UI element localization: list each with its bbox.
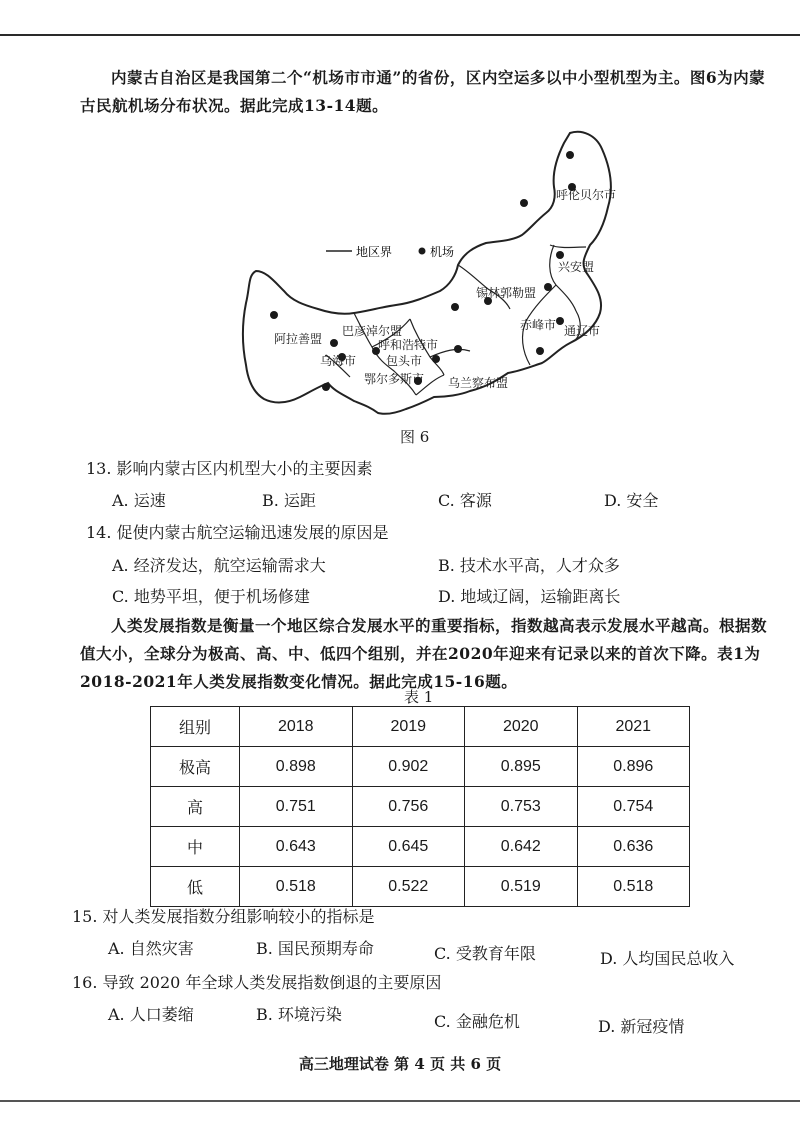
page-top-rule — [0, 34, 800, 36]
label-hohhot: 呼和浩特市 — [378, 338, 439, 352]
legend-airport-dot — [419, 248, 426, 255]
q15-option-d: D. 人均国民总收入 — [600, 949, 735, 968]
table-cell: 0.751 — [240, 787, 353, 827]
label-hulunbuir: 呼伦贝尔市 — [556, 188, 617, 202]
table-cell: 0.896 — [577, 747, 690, 787]
airport-dot — [454, 345, 462, 353]
table-row — [151, 827, 690, 867]
airport-dot — [566, 151, 574, 159]
table-header-cell: 2019 — [352, 707, 465, 747]
label-bayannur: 巴彦淖尔盟 — [342, 324, 403, 338]
intro-13-14: 内蒙古自治区是我国第二个“机场市市通”的省份，区内空运多以中小型机型为主。图6为内蒙古民航机场分布状况。据此完成13-14题。 — [80, 68, 766, 115]
label-alxa: 阿拉善盟 — [274, 332, 323, 346]
airport-dot — [556, 317, 564, 325]
q14-option-d: D. 地域辽阔，运输距离长 — [438, 587, 621, 606]
q15-option-c: C. 受教育年限 — [434, 944, 536, 963]
table-cell: 0.518 — [577, 867, 690, 907]
airport-dot — [270, 311, 278, 319]
table-cell: 0.902 — [352, 747, 465, 787]
table-header-cell: 2018 — [240, 707, 353, 747]
province-outline — [243, 132, 611, 414]
q14-stem: 14. 促使内蒙古航空运输迅速发展的原因是 — [86, 523, 389, 542]
intro-15-16: 人类发展指数是衡量一个地区综合发展水平的重要指标，指数越高表示发展水平越高。根据数值大小，全球分为极高、高、中、低四个组别，并在2020年迎来有记录以来的首次下降。表1为2018-2021年人类发展指数变化情况。据此完成15-16题。 — [80, 616, 768, 691]
table-cell: 0.753 — [465, 787, 578, 827]
table-cell: 0.756 — [352, 787, 465, 827]
label-tongliao: 通辽市 — [564, 324, 601, 338]
label-chifeng: 赤峰市 — [520, 318, 557, 332]
table-cell: 极高 — [151, 747, 240, 787]
page-footer: 高三地理试卷 第 4 页 共 6 页 — [298, 1055, 502, 1073]
q14-option-c: C. 地势平坦，便于机场修建 — [112, 587, 310, 606]
label-wuhai: 乌海市 — [320, 354, 357, 368]
q14-option-a: A. 经济发达，航空运输需求大 — [112, 556, 326, 575]
table-cell: 0.522 — [352, 867, 465, 907]
q16-stem: 16. 导致 2020 年全球人类发展指数倒退的主要原因 — [72, 973, 442, 992]
q13-option-d: D. 安全 — [604, 491, 659, 510]
airport-dot — [451, 303, 459, 311]
q14-option-b: B. 技术水平高，人才众多 — [438, 556, 620, 575]
table-cell: 0.898 — [240, 747, 353, 787]
airport-dot — [432, 355, 440, 363]
table-caption: 表 1 — [404, 688, 434, 706]
airport-dot — [556, 251, 564, 259]
q13-option-c: C. 客源 — [438, 491, 492, 510]
table-cell: 0.643 — [240, 827, 353, 867]
table-cell: 0.645 — [352, 827, 465, 867]
table-cell: 高 — [151, 787, 240, 827]
q13-stem: 13. 影响内蒙古区内机型大小的主要因素 — [86, 459, 373, 478]
legend-boundary-label: 地区界 — [356, 245, 393, 259]
table-cell: 0.518 — [240, 867, 353, 907]
legend-airport-label: 机场 — [430, 245, 455, 259]
table-row — [151, 867, 690, 907]
table-cell: 低 — [151, 867, 240, 907]
inner-mongolia-airport-map — [230, 125, 630, 420]
table-row — [151, 747, 690, 787]
table-cell: 中 — [151, 827, 240, 867]
airport-dot — [330, 339, 338, 347]
table-cell: 0.754 — [577, 787, 690, 827]
label-baotou: 包头市 — [386, 354, 423, 368]
table-header-cell: 2021 — [577, 707, 690, 747]
label-ulanqab: 乌兰察布盟 — [448, 376, 509, 390]
q15-option-a: A. 自然灾害 — [108, 939, 194, 958]
q13-option-b: B. 运距 — [262, 491, 316, 510]
label-xilingol: 锡林郭勒盟 — [476, 286, 537, 300]
airport-dot — [322, 383, 330, 391]
table-header-cell: 组别 — [151, 707, 240, 747]
figure-caption: 图 6 — [400, 428, 430, 446]
q13-option-a: A. 运速 — [112, 491, 166, 510]
page-bottom-rule — [0, 1100, 800, 1102]
table-cell: 0.636 — [577, 827, 690, 867]
q16-option-b: B. 环境污染 — [256, 1005, 342, 1024]
label-ordos: 鄂尔多斯市 — [364, 372, 425, 386]
airport-dot — [544, 283, 552, 291]
label-xingan: 兴安盟 — [558, 260, 595, 274]
q16-option-d: D. 新冠疫情 — [598, 1017, 685, 1036]
q16-option-c: C. 金融危机 — [434, 1012, 520, 1031]
q15-stem: 15. 对人类发展指数分组影响较小的指标是 — [72, 907, 375, 926]
table-header-cell: 2020 — [465, 707, 578, 747]
hdi-table — [150, 706, 690, 907]
airport-dot — [536, 347, 544, 355]
table-cell: 0.895 — [465, 747, 578, 787]
q16-option-a: A. 人口萎缩 — [108, 1005, 194, 1024]
table-row — [151, 787, 690, 827]
table-cell: 0.642 — [465, 827, 578, 867]
airport-dot — [520, 199, 528, 207]
table-header-row — [151, 707, 690, 747]
table-cell: 0.519 — [465, 867, 578, 907]
q15-option-b: B. 国民预期寿命 — [256, 939, 374, 958]
